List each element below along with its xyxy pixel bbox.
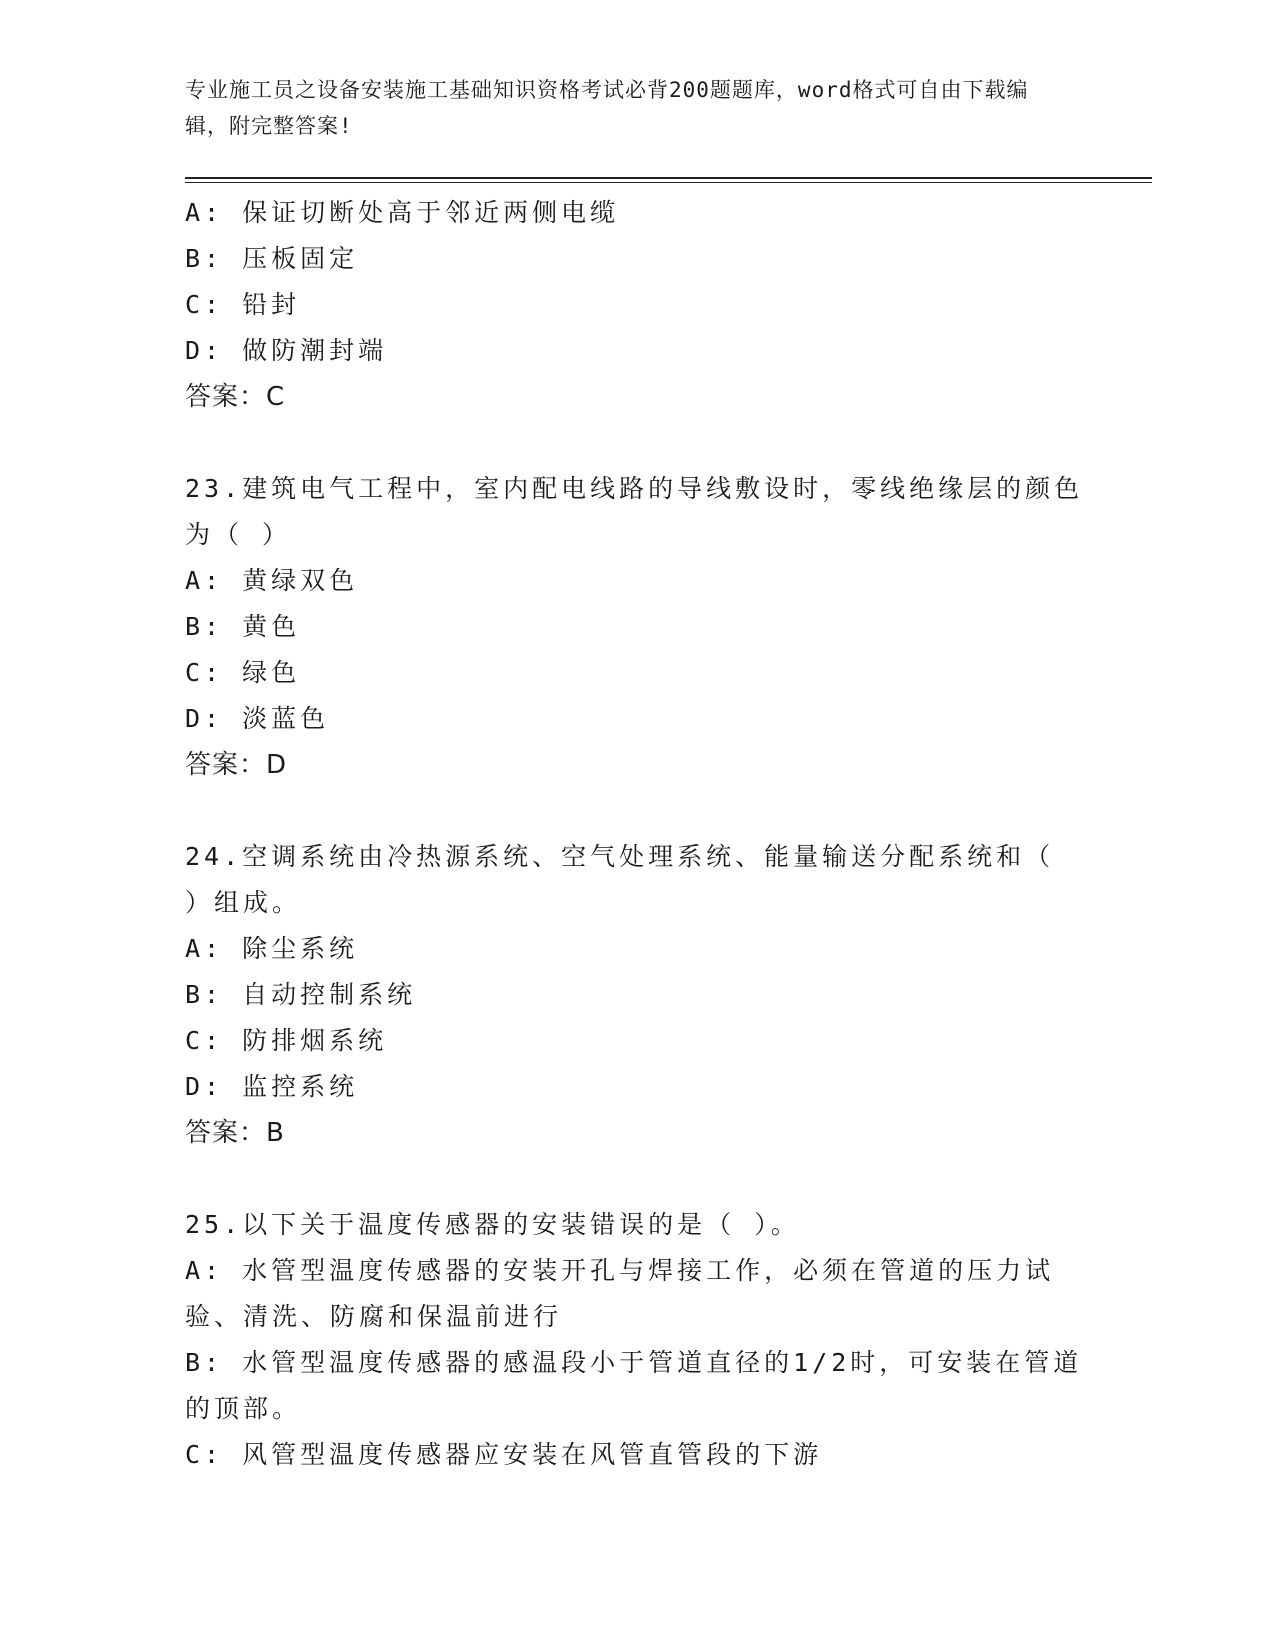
question-stem: 23.建筑电气工程中，室内配电线路的导线敷设时，零线绝缘层的颜色为（ ） — [185, 474, 1084, 549]
spacer — [185, 1156, 1085, 1202]
question-stem: 25.以下关于温度传感器的安装错误的是（ ）。 — [185, 1210, 800, 1239]
document-header-note: 专业施工员之设备安装施工基础知识资格考试必背200题题库，word格式可自由下载编辑，附完整答案! — [185, 78, 1029, 138]
option-c: C: 铅封 — [185, 290, 301, 319]
option-d: D: 淡蓝色 — [185, 704, 330, 733]
option-c: C: 防排烟系统 — [185, 1026, 388, 1055]
option-a: A: 水管型温度传感器的安装开孔与焊接工作，必须在管道的压力试验、清洗、防腐和保温前进行 — [185, 1256, 1055, 1331]
option-d: D: 监控系统 — [185, 1072, 359, 1101]
answer-line: 答案：C — [185, 382, 286, 412]
question-24-block — [185, 834, 1085, 1156]
question-25-block — [185, 1202, 1085, 1478]
option-c: C: 绿色 — [185, 658, 301, 687]
option-b: B: 水管型温度传感器的感温段小于管道直径的1/2时，可安装在管道的顶部。 — [185, 1348, 1083, 1423]
option-c: C: 风管型温度传感器应安装在风管直管段的下游 — [185, 1440, 823, 1469]
answer-line: 答案：B — [185, 1118, 285, 1148]
option-a: A: 黄绿双色 — [185, 566, 359, 595]
option-d: D: 做防潮封端 — [185, 336, 388, 365]
question-23-block — [185, 466, 1085, 788]
option-a: A: 除尘系统 — [185, 934, 359, 963]
option-b: B: 压板固定 — [185, 244, 359, 273]
question-content — [185, 190, 1085, 1478]
header-rule-thin — [185, 182, 1152, 183]
question-stem: 24.空调系统由冷热源系统、空气处理系统、能量输送分配系统和（ ）组成。 — [185, 842, 1055, 917]
header-rule-thick — [185, 177, 1152, 179]
question-22-block — [185, 190, 1085, 420]
spacer — [185, 420, 1085, 466]
answer-line: 答案：D — [185, 750, 288, 780]
option-b: B: 自动控制系统 — [185, 980, 417, 1009]
option-a: A: 保证切断处高于邻近两侧电缆 — [185, 198, 620, 227]
spacer — [185, 788, 1085, 834]
option-b: B: 黄色 — [185, 612, 301, 641]
